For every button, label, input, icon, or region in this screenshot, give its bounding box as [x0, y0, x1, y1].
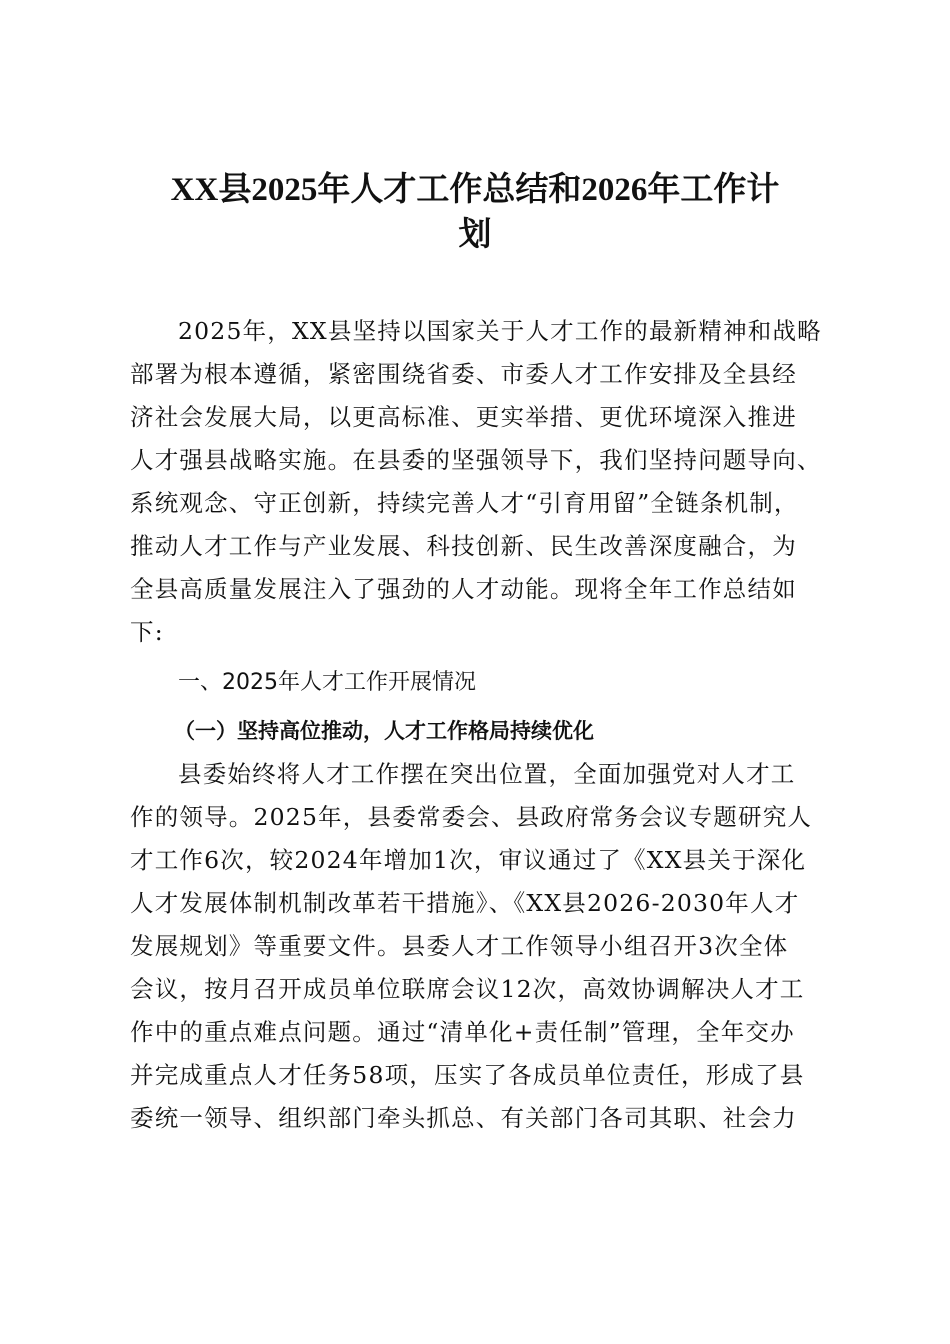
title-line: 划 — [458, 217, 492, 253]
text-line: 作的领导。2025年，县委常委会、县政府常务会议专题研究人 — [130, 803, 813, 831]
text-line: 推动人才工作与产业发展、科技创新、民生改善深度融合，为 — [130, 532, 797, 560]
text-line: 全县高质量发展注入了强劲的人才动能。现将全年工作总结如 — [130, 575, 797, 603]
subsection-heading: （一）坚持高位推动，人才工作格局持续优化 — [174, 719, 594, 743]
text-line: 才工作6次，较2024年增加1次，审议通过了《XX县关于深化 — [130, 846, 807, 874]
title-line: XX县2025年人才工作总结和2026年工作计 — [170, 172, 780, 208]
intro-paragraph — [130, 310, 840, 654]
text-line: 会议，按月召开成员单位联席会议12次，高效协调解决人才工 — [130, 975, 805, 1003]
section-heading: 一、2025年人才工作开展情况 — [178, 670, 476, 695]
text-line: 委统一领导、组织部门牵头抓总、有关部门各司其职、社会力 — [130, 1104, 797, 1132]
text-line: 作中的重点难点问题。通过“清单化+责任制”管理，全年交办 — [130, 1018, 795, 1046]
text-line: 人才强县战略实施。在县委的坚强领导下，我们坚持问题导向、 — [130, 446, 822, 474]
text-line: 下: — [130, 618, 164, 646]
text-line: 发展规划》等重要文件。县委人才工作领导小组召开3次全体 — [130, 932, 789, 960]
document-body — [130, 310, 840, 1140]
document-title — [0, 168, 950, 258]
text-line: 2025年，XX县坚持以国家关于人才工作的最新精神和战略 — [178, 317, 822, 345]
section-paragraph — [130, 753, 840, 1140]
text-line: 县委始终将人才工作摆在突出位置，全面加强党对人才工 — [178, 760, 796, 788]
text-line: 部署为根本遵循，紧密围绕省委、市委人才工作安排及全县经 — [130, 360, 797, 388]
text-line: 并完成重点人才任务58项，压实了各成员单位责任，形成了县 — [130, 1061, 805, 1089]
text-line: 济社会发展大局，以更高标准、更实举措、更优环境深入推进 — [130, 403, 797, 431]
text-line: 系统观念、守正创新，持续完善人才“引育用留”全链条机制， — [130, 489, 799, 517]
text-line: 人才发展体制机制改革若干措施》、《XX县2026-2030年人才 — [130, 889, 800, 917]
